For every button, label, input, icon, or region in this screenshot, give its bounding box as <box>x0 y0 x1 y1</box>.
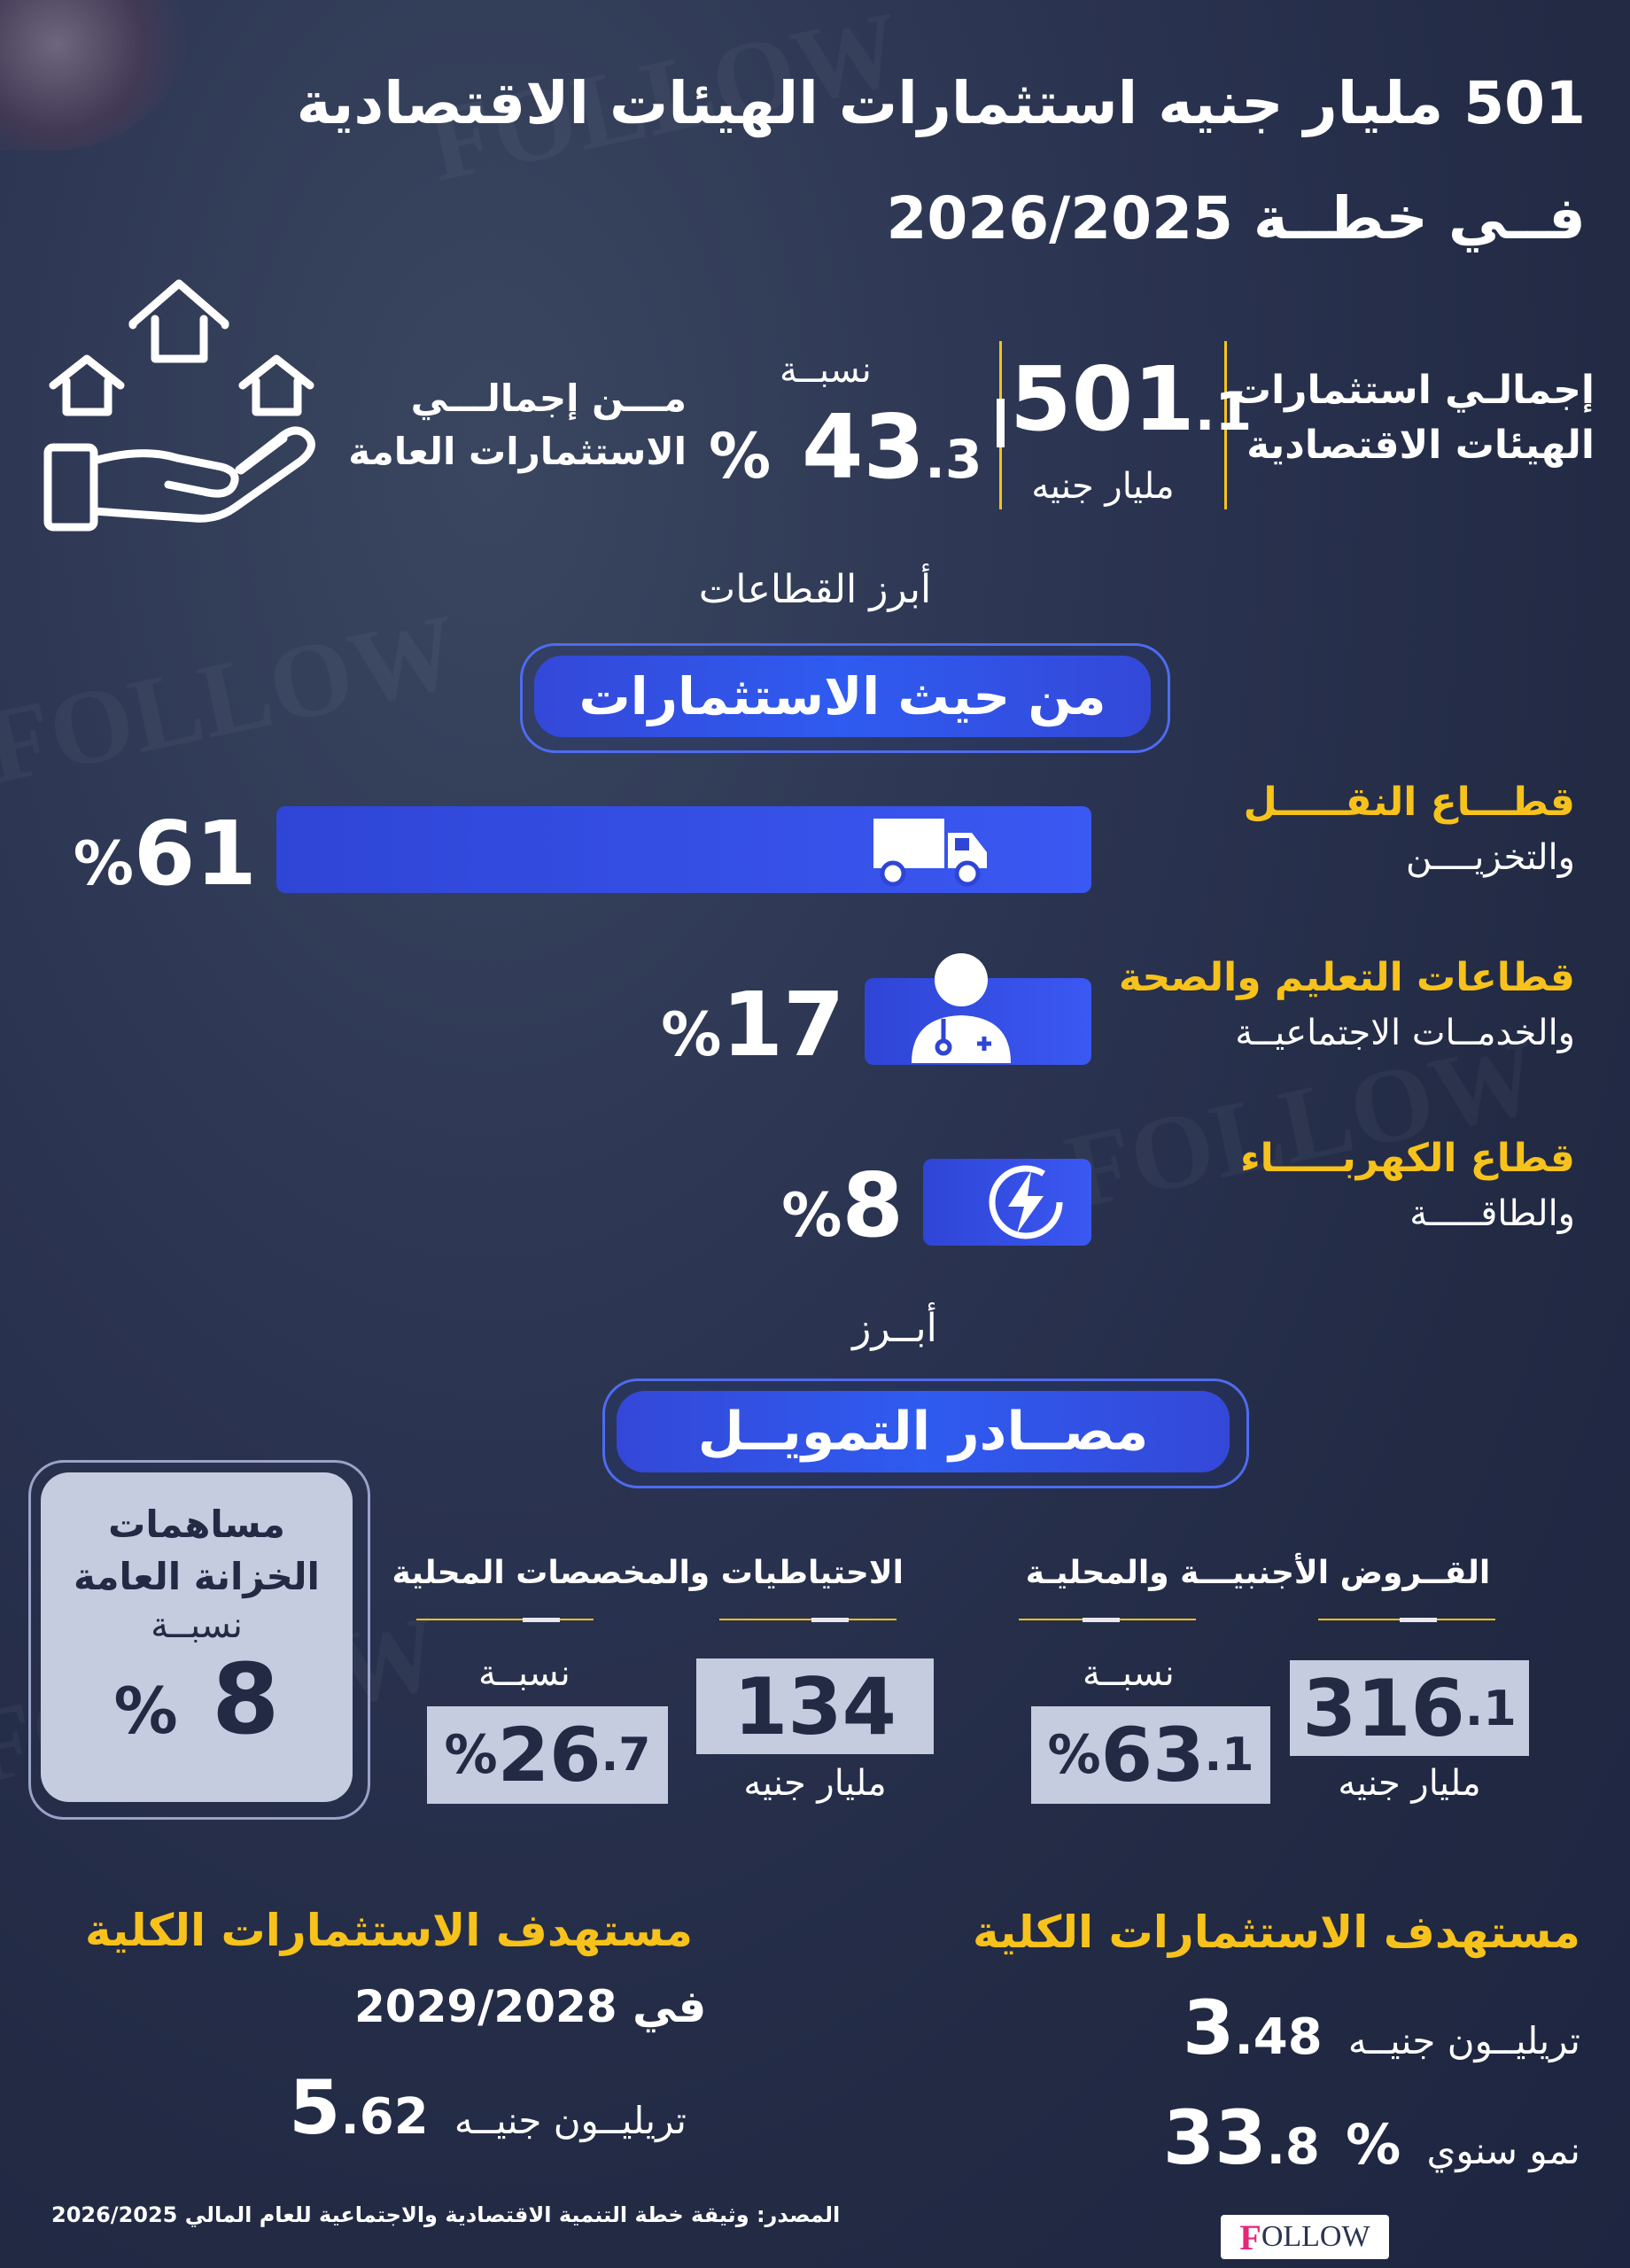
watermark <box>0 589 469 808</box>
target-right-title: مستهدف الاستثمارات الكلية <box>973 1907 1580 1958</box>
page-title-line1: 501 مليار جنيه استثمارات الهيئات الاقتصادية <box>296 69 1586 137</box>
target-right-growth <box>1163 2094 1580 2181</box>
summary-amount-unit: مليار جنيه <box>1031 466 1175 507</box>
sector-pct: %8 <box>781 1153 904 1257</box>
loans-ratio-dec: .1 <box>1204 1728 1254 1782</box>
reserves-ratio-int: 26 <box>497 1712 602 1798</box>
loans-ratio-label: نسبــة <box>1083 1653 1175 1694</box>
target-left-year-prefix: في <box>633 1981 707 2032</box>
treasury-title-line1: مساهمات <box>108 1503 285 1546</box>
summary-label-line1: إجمالـي استثمارات <box>1231 368 1595 413</box>
summary-amount-int: 501 <box>1010 347 1195 451</box>
target-left-int: 5 <box>289 2064 341 2151</box>
dash <box>1083 1618 1120 1622</box>
loans-ratio-int: 63 <box>1100 1712 1205 1798</box>
loans-ratio-sign: % <box>1047 1724 1101 1786</box>
target-left-dec: .62 <box>340 2088 429 2146</box>
follow-logo <box>1221 2215 1389 2259</box>
sector-pct-value: 17 <box>721 973 845 1076</box>
summary-label <box>1232 363 1595 473</box>
treasury-box <box>41 1472 353 1802</box>
sector-pct-value: 8 <box>842 1153 904 1257</box>
loans-amount-dec: .1 <box>1464 1680 1517 1736</box>
summary-ratio-int: 43 <box>801 395 926 499</box>
treasury-ratio-value: 8 <box>211 1643 280 1756</box>
treasury-title-line2: الخزانة العامة <box>74 1555 320 1598</box>
loans-amount <box>1290 1660 1529 1756</box>
truck-icon <box>870 812 994 891</box>
target-right-growth-dec: .8 <box>1266 2118 1320 2176</box>
target-left-value <box>289 2064 687 2151</box>
target-right-growth-int: 33 <box>1162 2094 1267 2181</box>
lightning-icon <box>982 1162 1070 1242</box>
treasury-ratio-sign: % <box>113 1674 178 1748</box>
sector-name: قطاع الكهربـــــاء <box>1240 1136 1575 1181</box>
divider-mark <box>997 399 1005 447</box>
summary-ratio-dec: .3 <box>925 429 982 491</box>
summary-label-line2: الهيئات الاقتصادية <box>1246 423 1595 468</box>
sector-pct: %17 <box>661 973 845 1076</box>
sectors-header-small: أبرز القطاعات <box>698 567 932 612</box>
reserves-underline <box>719 1619 896 1620</box>
sector-subname: والطاقـــــة <box>1409 1193 1575 1234</box>
loans-ratio <box>1031 1706 1270 1804</box>
summary-amount <box>1010 347 1253 507</box>
reserves-ratio <box>427 1706 668 1804</box>
hand-houses-icon <box>35 270 328 536</box>
sectors-header-pill-text: من حيث الاستثمارات <box>534 656 1151 737</box>
sector-label <box>1240 1136 1575 1234</box>
summary-ratio-label: نسبــة <box>780 350 872 391</box>
dash <box>811 1618 849 1622</box>
sector-pct-value: 61 <box>133 802 257 905</box>
doctor-icon <box>899 946 1023 1070</box>
page-title-line2: فــي خطــة 2026/2025 <box>886 184 1586 252</box>
sector-name: قطاعات التعليم والصحة <box>1118 955 1575 1000</box>
reserves-ratio-label: نسبــة <box>478 1653 570 1694</box>
logo-letter: F <box>1239 2217 1261 2257</box>
loans-title: القــروض الأجنبيـــة والمحليـة <box>1025 1555 1491 1591</box>
target-right-dec: .48 <box>1234 2008 1323 2066</box>
funding-header-small: أبــرز <box>852 1306 937 1351</box>
dash <box>523 1618 560 1622</box>
reserves-ratio-dec: .7 <box>601 1728 651 1782</box>
sector-subname: والخدمــات الاجتماعيــة <box>1235 1013 1575 1053</box>
sector-label <box>1244 780 1575 878</box>
sector-pct: %61 <box>73 802 257 905</box>
summary-ratio <box>709 395 982 509</box>
funding-header-pill-text: مصــادر التمويــل <box>617 1391 1230 1472</box>
summary-of-line1: مـــن إجمالـــي <box>410 377 687 420</box>
reserves-underline <box>416 1619 594 1620</box>
loans-unit: مليار جنيه <box>1338 1763 1481 1804</box>
reserves-ratio-sign: % <box>444 1724 498 1786</box>
summary-amount-dec: .1 <box>1194 381 1253 443</box>
reserves-unit: مليار جنيه <box>743 1763 887 1804</box>
summary-of-label <box>341 372 687 478</box>
source-note: المصدر: وثيقة خطة التنمية الاقتصادية والاجتماعية للعام المالي 2026/2025 <box>51 2202 841 2227</box>
logo-text: OLLOW <box>1261 2220 1370 2253</box>
summary-ratio-sign: % <box>709 420 772 493</box>
summary-of-line2: الاستثمارات العامة <box>348 430 687 473</box>
target-right-unit: تريليــون جنيــه <box>1347 2019 1580 2062</box>
target-right-value <box>1183 1984 1580 2071</box>
sector-subname: والتخزيــــن <box>1405 837 1575 878</box>
sector-label <box>1119 955 1575 1053</box>
target-left-unit: تريليــون جنيــه <box>454 2099 687 2142</box>
target-right-int: 3 <box>1183 1984 1235 2071</box>
loans-amount-int: 316 <box>1302 1662 1465 1754</box>
treasury-ratio-label: نسبــة <box>151 1605 243 1646</box>
treasury-ratio <box>41 1643 353 1764</box>
corner-decoration <box>0 0 195 151</box>
target-left-year <box>354 1981 706 2032</box>
reserves-title: الاحتياطيات والمخصصات المحلية <box>392 1555 904 1591</box>
target-right-growth-sign: % <box>1346 2112 1401 2177</box>
target-left-title: مستهدف الاستثمارات الكلية <box>85 1905 693 1956</box>
reserves-amount: 134 <box>696 1658 934 1754</box>
target-right-growth-label: نمو سنوي <box>1426 2129 1580 2172</box>
sector-name: قطـــاع النقـــــل <box>1243 780 1575 825</box>
target-left-year-value: 2029/2028 <box>354 1981 617 2032</box>
dash <box>1400 1618 1437 1622</box>
